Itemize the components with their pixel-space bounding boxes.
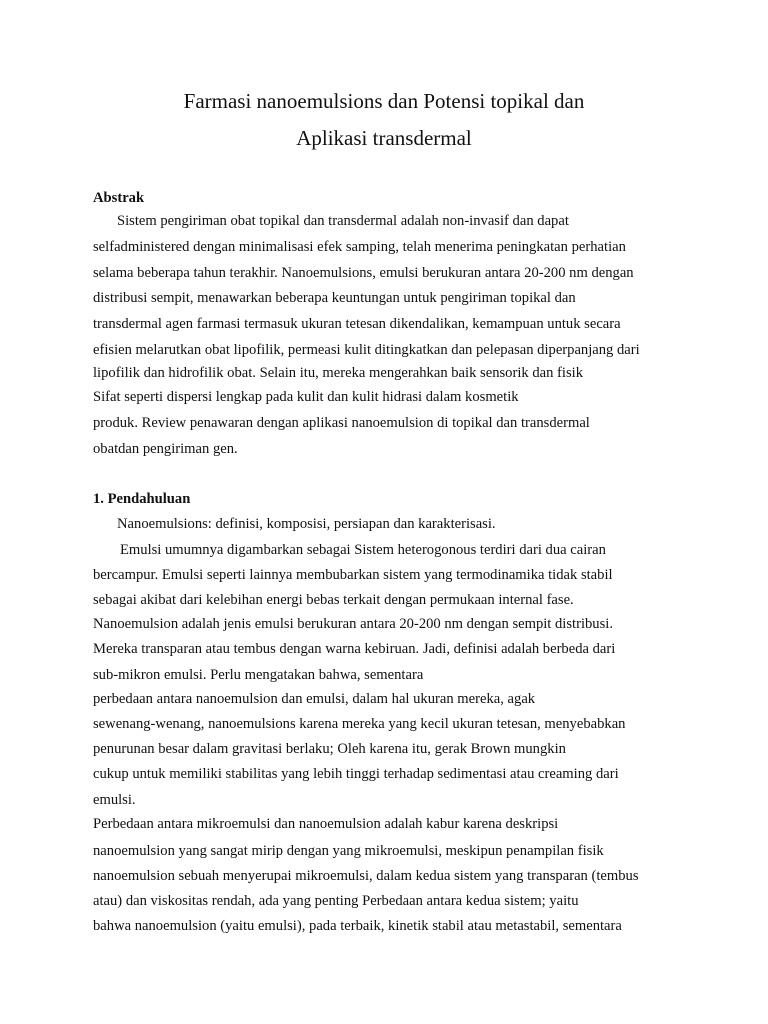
section-subheading: Nanoemulsions: definisi, komposisi, persiapan dan karakterisasi. bbox=[117, 516, 496, 532]
body-line: emulsi. bbox=[93, 792, 136, 808]
body-line: bahwa nanoemulsion (yaitu emulsi), pada terbaik, kinetik stabil atau metastabil, sementara bbox=[93, 918, 622, 934]
body-line: sub-mikron emulsi. Perlu mengatakan bahwa, sementara bbox=[93, 667, 424, 683]
body-line: Perbedaan antara mikroemulsi dan nanoemulsion adalah kabur karena deskripsi bbox=[93, 816, 559, 832]
body-line: perbedaan antara nanoemulsion dan emulsi, dalam hal ukuran mereka, agak bbox=[93, 691, 536, 707]
abstract-line: Sistem pengiriman obat topikal dan transdermal adalah non-invasif dan dapat bbox=[117, 213, 569, 229]
abstract-heading: Abstrak bbox=[93, 190, 145, 206]
abstract-line: lipofilik dan hidrofilik obat. Selain itu, mereka mengerahkan baik sensorik dan fisik bbox=[93, 365, 583, 381]
abstract-line: selfadministered dengan minimalisasi efek samping, telah menerima peningkatan perhatian bbox=[93, 239, 626, 255]
body-line: penurunan besar dalam gravitasi berlaku; Oleh karena itu, gerak Brown mungkin bbox=[93, 741, 566, 757]
body-line: Emulsi umumnya digambarkan sebagai Sistem heterogonous terdiri dari dua cairan bbox=[120, 542, 606, 558]
abstract-line: transdermal agen farmasi termasuk ukuran tetesan dikendalikan, kemampuan untuk secara bbox=[93, 316, 621, 332]
body-line: sewenang-wenang, nanoemulsions karena mereka yang kecil ukuran tetesan, menyebabkan bbox=[93, 716, 626, 732]
abstract-line: efisien melarutkan obat lipofilik, permeasi kulit ditingkatkan dan pelepasan diperpanjang dari bbox=[93, 342, 640, 358]
abstract-line: Sifat seperti dispersi lengkap pada kulit dan kulit hidrasi dalam kosmetik bbox=[93, 389, 519, 405]
abstract-line: distribusi sempit, menawarkan beberapa keuntungan untuk pengiriman topikal dan bbox=[93, 290, 576, 306]
body-line: nanoemulsion yang sangat mirip dengan yang mikroemulsi, meskipun penampilan fisik bbox=[93, 843, 604, 859]
document-title-line-2: Aplikasi transdermal bbox=[296, 126, 472, 150]
abstract-line: produk. Review penawaran dengan aplikasi nanoemulsion di topikal dan transdermal bbox=[93, 415, 590, 431]
body-line: atau) dan viskositas rendah, ada yang penting Perbedaan antara kedua sistem; yaitu bbox=[93, 893, 579, 909]
body-line: Mereka transparan atau tembus dengan warna kebiruan. Jadi, definisi adalah berbeda dari bbox=[93, 641, 616, 657]
section-heading: 1. Pendahuluan bbox=[93, 491, 191, 507]
abstract-line: obatdan pengiriman gen. bbox=[93, 441, 238, 457]
body-line: nanoemulsion sebuah menyerupai mikroemulsi, dalam kedua sistem yang transparan (tembus bbox=[93, 868, 639, 884]
body-line: Nanoemulsion adalah jenis emulsi berukuran antara 20-200 nm dengan sempit distribusi. bbox=[93, 616, 613, 632]
body-line: sebagai akibat dari kelebihan energi bebas terkait dengan permukaan internal fase. bbox=[93, 592, 574, 608]
body-line: cukup untuk memiliki stabilitas yang lebih tinggi terhadap sedimentasi atau creaming dari bbox=[93, 766, 619, 782]
body-line: bercampur. Emulsi seperti lainnya membubarkan sistem yang termodinamika tidak stabil bbox=[93, 567, 613, 583]
abstract-line: selama beberapa tahun terakhir. Nanoemulsions, emulsi berukuran antara 20-200 nm dengan bbox=[93, 265, 634, 281]
document-title-line-1: Farmasi nanoemulsions dan Potensi topikal dan bbox=[183, 89, 585, 113]
